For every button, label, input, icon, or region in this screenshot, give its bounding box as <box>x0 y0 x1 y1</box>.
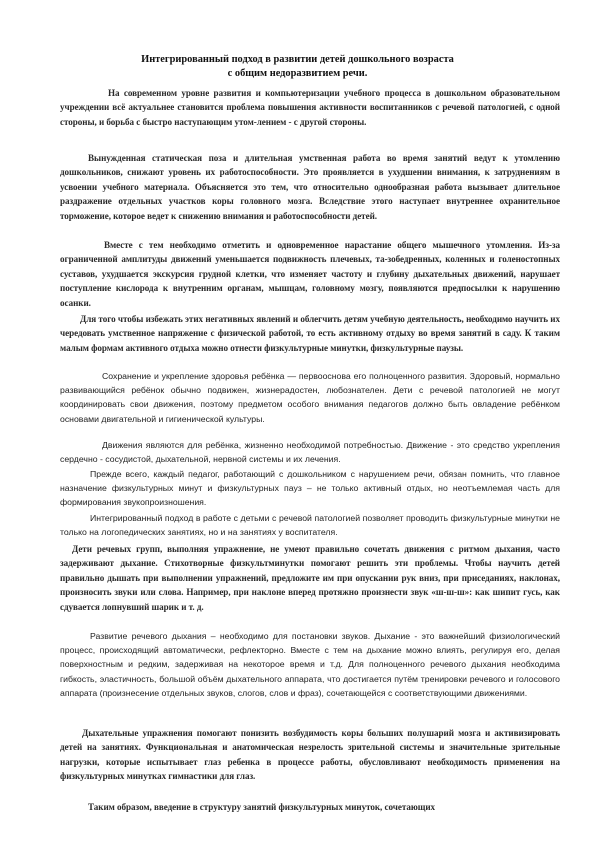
paragraph-breathing-exercises: Дети речевых групп, выполняя упражнение, не умеют правильно сочетать движения с ритмом дыхания, часто задерживают дыхание. Стихотворные физкультминутки помогают решить эти проблемы. Чтобы научить детей правильно дышать при выполнении упражнений, предложите им при опускании рук вниз, при приседаниях, наклонах, произносить звуки или слова. Например, при наклоне вперед протяжно произнести звук «ш-ш-ш»: как шипит гусь, как сдувается лопнувший шарик и т. д. <box>60 544 560 612</box>
paragraph-conclusion: Таким образом, введение в структуру занятий физкультурных минуток, сочетающих <box>88 802 436 812</box>
paragraph-intro: На современном уровне развития и компьютеризации учебного процесса в дошкольном образовательном учреждении всё актуальнее становится проблема повышения активности воспитанников с речевой патологией, с одной стороны, и борьба с быстро наступающим утом-лением - с другой стороны. <box>60 88 560 127</box>
title-line-1: Интегрированный подход в развитии детей дошкольного возраста <box>141 54 454 65</box>
paragraph-speech-breathing: Развитие речевого дыхания – необходимо для постановки звуков. Дыхание - это важнейший физиологический процесс, происходящий автоматически, рефлекторно. Вместе с тем на дыхание можно влиять, регулируя его, делая поверхностным и редким, задерживая на некоторое время и т.д. Для полноценного речевого дыхания необходима гибкость, эластичность, большой объём дыхательного аппарата, что достигается путём тренировки речевого и голосового аппарата (произнесение отдельных звуков, слогов, слов и фраз), сочетающейся с соответствующими движениями. <box>60 631 560 698</box>
paragraph-eye-gymnastics: Дыхательные упражнения помогают понизить возбудимость коры больших полушарий мозга и активизировать детей на занятиях. Функциональная и анатомическая незрелость зрительной системы и значительные зрительные нагрузки, которые испытывает глаз ребенка в процессе работы, обусловливают необходимость применения на физкультурных минутках гимнастики для глаз. <box>60 728 560 782</box>
paragraph-fatigue: Вынужденная статическая поза и длительная умственная работа во время занятий ведут к утомлению дошкольников, снижают уровень их работоспособности. Это проявляется в ухудшении внимания, к затруднениям в усвоении учебного материала. Объясняется это тем, что относительно однообразная работа вызывает длительное раздражение отдельных участков коры головного мозга. Вследствие этого наступает внутреннее охранительное торможение, которое ведет к снижению внимания и работоспособности детей. <box>60 153 560 221</box>
paragraph-integrated: Интегрированный подход в работе с детьми с речевой патологией позволяет проводить физкультурные минутки не только на логопедических занятиях, но и на занятиях у воспитателя. <box>60 513 560 538</box>
paragraph-teacher: Прежде всего, каждый педагог, работающий с дошкольником с нарушением речи, обязан помнить, что главное назначение физкультурных минут и физкультурных пауз – не только активный отдых, но неотъемлемая часть для формирования звукопроизношения. <box>60 469 560 508</box>
paragraph-muscle-fatigue: Вместе с тем необходимо отметить и одновременное нарастание общего мышечного утомления. Из-за ограниченной амплитуды движений уменьшается подвижность плечевых, та-зобедренных, коленных и голеностопных суставов, ухудшается экскурсия грудной клетки, что изменяет частоту и глубину дыхательных движений, нарушает поступление кислорода к внутренним органам, мышцам, головному мозгу, появляются предпосылки к нарушению осанки. <box>60 240 560 308</box>
paragraph-health: Сохранение и укрепление здоровья ребёнка — первооснова его полноценного развития. Здоровый, нормально развивающийся ребёнок обычно подвижен, жизнерадостен, любознателен. Дети с речевой патологией не могут координировать свои движения, поэтому предметом особого внимания педагогов должно быть овладение ребёнком основами двигательной и гигиенической культуры. <box>60 371 560 424</box>
title-line-2: с общим недоразвитием речи. <box>227 68 368 79</box>
paragraph-active-rest: Для того чтобы избежать этих негативных явлений и облегчить детям учебную деятельность, необходимо научить их чередовать умственное напряжение с физической работой, то есть активному отдыху во время занятий в саду. К таким малым формам активного отдыха можно отнести физкультурные минутки, физкультурные паузы. <box>60 314 560 353</box>
document-title <box>60 53 535 81</box>
paragraph-movement: Движения являются для ребёнка, жизненно необходимой потребностью. Движение - это средство укрепления сердечно - сосудистой, дыхательной, нервной системы и их лечения. <box>60 440 560 465</box>
